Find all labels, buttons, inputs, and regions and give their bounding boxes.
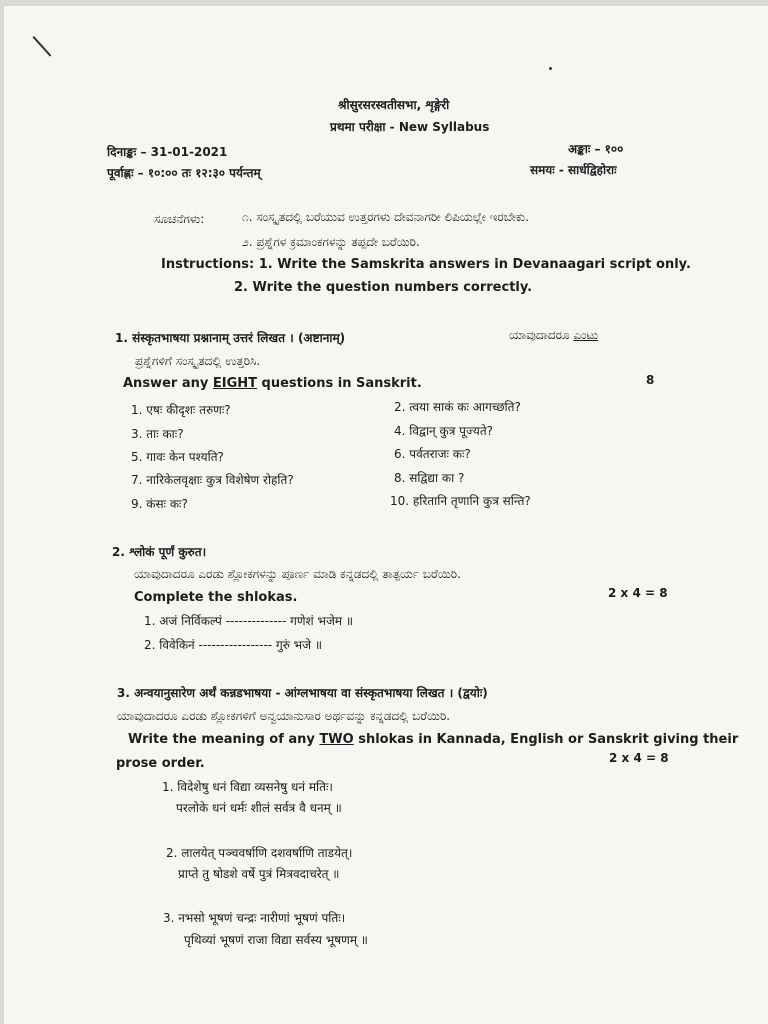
q1-item: 6. पर्वतराजः कः? [394, 447, 471, 461]
q3-english-c: shlokas in Kannada, English or Sanskrit giving their [353, 732, 739, 747]
q2-kannada: ಯಾವುದಾದರೂ ಎರಡು ಶ್ಲೋಕಗಳನ್ನು ಪೂರ್ಣ ಮಾಡಿ ಕನ್ನಡದಲ್ಲಿ ತಾತ್ಪರ್ಯ ಬರೆಯಿರಿ. [134, 567, 461, 581]
q3-english-2: prose order. [116, 756, 205, 771]
kannada-instruction-1: ೧. ಸಂಸ್ಕೃತದಲ್ಲಿ ಬರೆಯುವ ಉತ್ತರಗಳು ದೇವನಾಗರೀ ಲಿಪಿಯಲ್ಲೇ ಇರಬೇಕು. [242, 210, 529, 224]
q3-marks: 2 x 4 = 8 [609, 751, 669, 765]
q3-kannada: ಯಾವುದಾದರೂ ಎರಡು ಶ್ಲೋಕಗಳಿಗೆ ಅನ್ವಯಾನುಸಾರ ಅರ್ಥವನ್ನು ಕನ್ನಡದಲ್ಲಿ ಬರೆಯಿರಿ. [117, 709, 451, 723]
q1-marks: 8 [646, 373, 655, 387]
q1-item: 1. एषः कीदृशः तरुणः? [131, 403, 231, 417]
q1-kannada-side-eight: ಎಂಟು [573, 328, 599, 342]
shloka-line: 1. विदेशेषु धनं विद्या व्यसनेषु धनं मतिः। [162, 780, 333, 794]
shloka-line: प्राप्ते तु षोडशे वर्षे पुत्रं मित्रवदाचरेत् ॥ [178, 867, 340, 881]
english-instruction-1: Instructions: 1. Write the Samskrita answers in Devanaagari script only. [161, 257, 691, 272]
q1-heading: 1. संस्कृतभाषया प्रश्नानाम् उत्तरं लिखत । (अष्टानाम्) [115, 331, 346, 345]
kannada-instruction-2: ೨. ಪ್ರಶ್ನೆಗಳ ಕ್ರಮಾಂಕಗಳನ್ನು ತಪ್ಪದೇ ಬರೆಯಿರಿ. [242, 235, 420, 249]
q1-item: 9. कंसः कः? [131, 497, 188, 511]
shloka-line: 2. लालयेत् पञ्चवर्षाणि दशवर्षाणि ताडयेत्। [166, 846, 353, 860]
max-marks: अङ्काः – १०० [568, 142, 624, 156]
q3-heading: 3. अन्वयानुसारेण अर्थं कन्नडभाषया - आंग्लभाषया वा संस्कृतभाषया लिखत । (द्वयोः) [117, 686, 488, 700]
q2-heading: 2. श्लोकं पूर्णं कुरुत। [112, 545, 207, 559]
shloka-line: पृथिव्यां भूषणं राजा विद्या सर्वस्य भूषणम् ॥ [184, 933, 368, 947]
q1-english-eight: EIGHT [212, 376, 257, 391]
q1-kannada-side-text: ಯಾವುದಾದರೂ [509, 328, 574, 342]
q1-item: 7. नारिकेलवृक्षाः कुत्र विशेषेण रोहति? [131, 473, 294, 487]
exam-time: पूर्वाह्णः – १०:०० तः १२:३० पर्यन्तम् [107, 166, 261, 180]
exam-date: दिनाङ्कः – 31-01-2021 [107, 145, 228, 159]
kannada-instructions-label: ಸೂಚನೆಗಳು: [154, 212, 205, 226]
english-instruction-2: 2. Write the question numbers correctly. [234, 280, 533, 295]
q1-english-a: Answer any [123, 376, 213, 391]
q1-item: 3. ताः काः? [131, 427, 184, 441]
q3-english-two: TWO [319, 732, 354, 747]
q1-english-c: questions in Sanskrit. [257, 376, 422, 391]
q1-item: 2. त्वया साकं कः आगच्छति? [394, 400, 521, 414]
q1-item: 4. विद्वान् कुत्र पूज्यते? [394, 424, 494, 438]
q2-item: 2. विवेकिनं ----------------- गुरुं भजे ॥ [144, 638, 323, 652]
q2-marks: 2 x 4 = 8 [608, 586, 668, 600]
dot-mark [549, 67, 552, 70]
q1-kannada-side [509, 327, 598, 343]
shloka-line: 3. नभसो भूषणं चन्द्रः नारीणां भूषणं पतिः। [163, 911, 346, 925]
shloka-line: परलोके धनं धर्मः शीलं सर्वत्र वै धनम् ॥ [176, 801, 342, 815]
q2-item: 1. अजं निर्विकल्पं -------------- गणेशं भजेम ॥ [144, 614, 354, 628]
q3-english [128, 732, 738, 748]
exam-duration: समयः - सार्धद्विहोराः [530, 163, 617, 177]
institution-title: श्रीसुरसरस्वतीसभा, शृङ्गेरी [338, 98, 450, 112]
q1-item: 10. हरितानि तृणानि कुत्र सन्ति? [390, 494, 531, 508]
q2-english: Complete the shlokas. [134, 590, 298, 605]
q1-item: 8. सद्विद्या का ? [394, 471, 465, 485]
q3-english-a: Write the meaning of any [128, 732, 320, 747]
q1-item: 5. गावः केन पश्यति? [131, 450, 224, 464]
q1-english [123, 376, 422, 392]
exam-title: प्रथमा परीक्षा - New Syllabus [330, 120, 490, 134]
q1-kannada: ಪ್ರಶ್ನೆಗಳಿಗೆ ಸಂಸ್ಕೃತದಲ್ಲಿ ಉತ್ತರಿಸಿ. [135, 354, 261, 368]
